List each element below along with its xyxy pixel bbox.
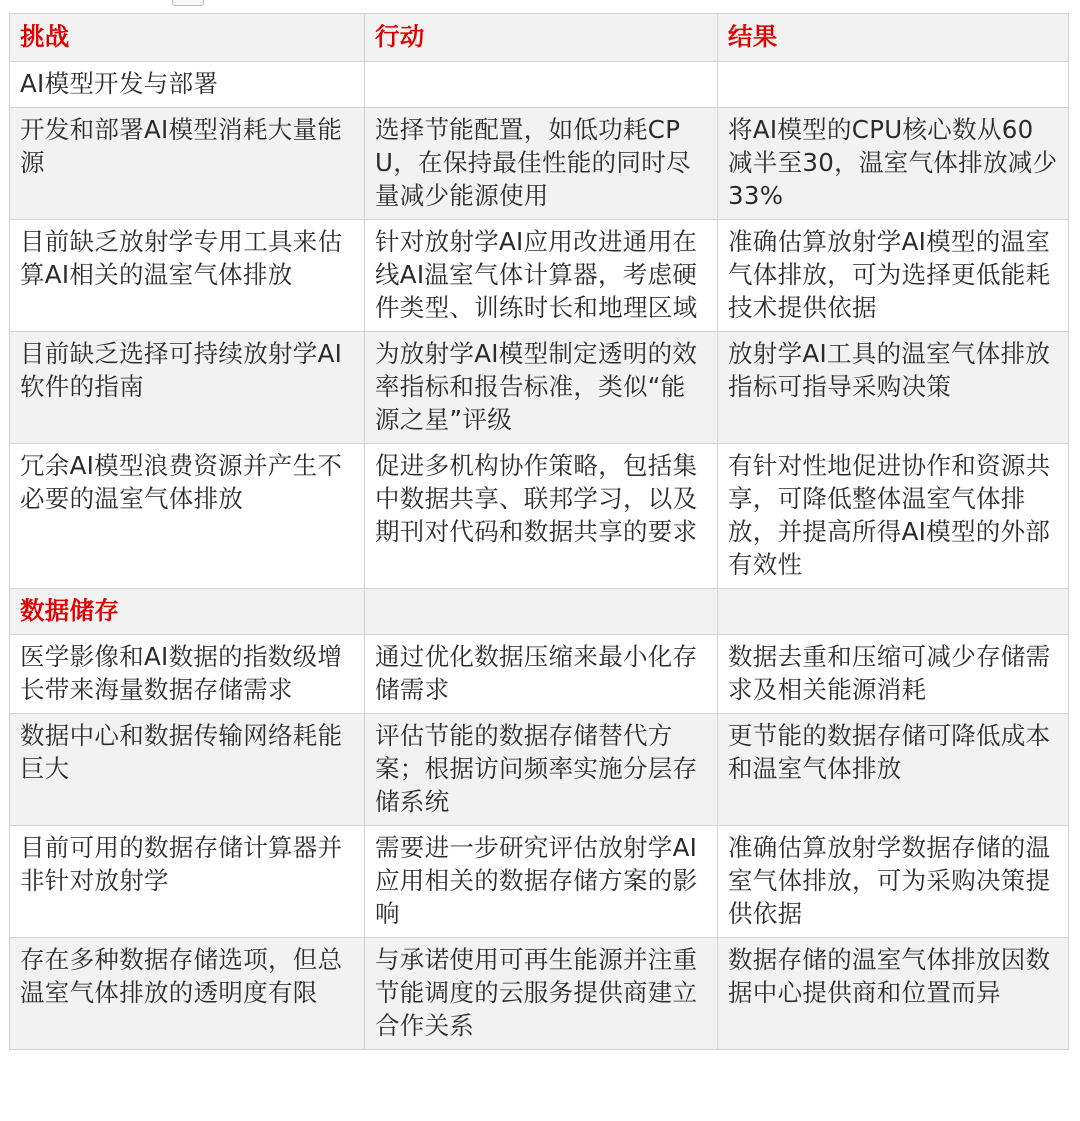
action-cell: 与承诺使用可再生能源并注重节能调度的云服务提供商建立合作关系 <box>365 938 718 1050</box>
table-cell <box>718 62 1069 108</box>
table-row <box>10 332 1069 444</box>
challenge-cell: 开发和部署AI模型消耗大量能源 <box>10 108 365 220</box>
challenge-cell: 冗余AI模型浪费资源并产生不必要的温室气体排放 <box>10 444 365 589</box>
result-cell: 准确估算放射学AI模型的温室气体排放，可为选择更低能耗技术提供依据 <box>718 220 1069 332</box>
table-cell <box>365 62 718 108</box>
result-cell: 将AI模型的CPU核心数从60减半至30，温室气体排放减少33% <box>718 108 1069 220</box>
section-row-data-storage <box>10 589 1069 635</box>
window-tab-handle <box>172 0 204 6</box>
table-row <box>10 826 1069 938</box>
table-row <box>10 108 1069 220</box>
section-title: 数据储存 <box>10 589 365 635</box>
action-cell: 选择节能配置，如低功耗CPU，在保持最佳性能的同时尽量减少能源使用 <box>365 108 718 220</box>
table-cell <box>365 589 718 635</box>
table-cell <box>718 589 1069 635</box>
section-title: AI模型开发与部署 <box>10 62 365 108</box>
action-cell: 促进多机构协作策略，包括集中数据共享、联邦学习，以及期刊对代码和数据共享的要求 <box>365 444 718 589</box>
challenge-cell: 目前可用的数据存储计算器并非针对放射学 <box>10 826 365 938</box>
table-row <box>10 714 1069 826</box>
table-row <box>10 220 1069 332</box>
action-cell: 评估节能的数据存储替代方案；根据访问频率实施分层存储系统 <box>365 714 718 826</box>
result-cell: 更节能的数据存储可降低成本和温室气体排放 <box>718 714 1069 826</box>
section-row-ai-development <box>10 62 1069 108</box>
result-cell: 放射学AI工具的温室气体排放指标可指导采购决策 <box>718 332 1069 444</box>
header-action: 行动 <box>365 14 718 62</box>
table-row <box>10 938 1069 1050</box>
challenge-cell: 数据中心和数据传输网络耗能巨大 <box>10 714 365 826</box>
result-cell: 有针对性地促进协作和资源共享，可降低整体温室气体排放，并提高所得AI模型的外部有效性 <box>718 444 1069 589</box>
table-row <box>10 444 1069 589</box>
strategy-table-container <box>9 13 1068 1050</box>
challenge-cell: 医学影像和AI数据的指数级增长带来海量数据存储需求 <box>10 635 365 714</box>
result-cell: 准确估算放射学数据存储的温室气体排放，可为采购决策提供依据 <box>718 826 1069 938</box>
action-cell: 为放射学AI模型制定透明的效率指标和报告标准，类似“能源之星”评级 <box>365 332 718 444</box>
action-cell: 需要进一步研究评估放射学AI应用相关的数据存储方案的影响 <box>365 826 718 938</box>
challenge-cell: 目前缺乏放射学专用工具来估算AI相关的温室气体排放 <box>10 220 365 332</box>
table-row <box>10 635 1069 714</box>
result-cell: 数据去重和压缩可减少存储需求及相关能源消耗 <box>718 635 1069 714</box>
action-cell: 针对放射学AI应用改进通用在线AI温室气体计算器，考虑硬件类型、训练时长和地理区域 <box>365 220 718 332</box>
table-header-row <box>10 14 1069 62</box>
result-cell: 数据存储的温室气体排放因数据中心提供商和位置而异 <box>718 938 1069 1050</box>
strategy-table <box>9 13 1069 1050</box>
action-cell: 通过优化数据压缩来最小化存储需求 <box>365 635 718 714</box>
header-challenge: 挑战 <box>10 14 365 62</box>
header-result: 结果 <box>718 14 1069 62</box>
challenge-cell: 存在多种数据存储选项，但总温室气体排放的透明度有限 <box>10 938 365 1050</box>
challenge-cell: 目前缺乏选择可持续放射学AI软件的指南 <box>10 332 365 444</box>
